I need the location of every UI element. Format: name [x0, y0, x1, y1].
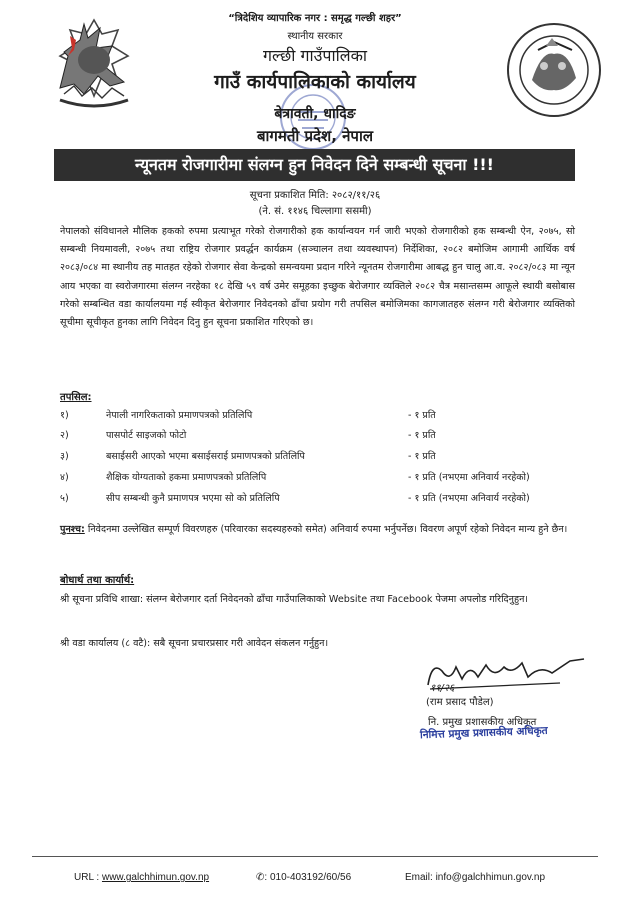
signature-date: ११/२६ — [430, 683, 455, 694]
nepal-sambat-date: (ने. सं. ११४६ चिल्लागा ससमी) — [258, 206, 372, 217]
municipality-motto: “त्रिदेशिय व्यापारिक नगर : समृद्ध गल्छी शहर” — [228, 13, 402, 24]
list-item-number: २) — [60, 430, 69, 441]
signatory-title: नि. प्रमुख प्रशासकीय अधिकृत — [428, 717, 537, 728]
municipality-name: गल्छी गाउँपालिका — [262, 46, 368, 65]
footer-url-link[interactable]: www.galchhimun.gov.np — [101, 872, 210, 883]
list-item — [60, 408, 580, 428]
list-item — [60, 428, 580, 448]
footer-phone-number: : 010-403192/60/56 — [264, 872, 352, 883]
it-section-instruction: श्री सूचना प्रविधि शाखा: संलग्न बेरोजगार दर्ता निवेदनको ढाँचा गाउँपालिकाको Website तथा Facebook पेजमा अपलोड गरिदिनुहुन। — [60, 594, 529, 605]
province-name: बागमती प्रदेश, नेपाल — [256, 127, 374, 145]
information-heading: बोधार्थ तथा कार्यार्थ: — [60, 575, 135, 586]
list-item-document: बसाईसरी आएको भएमा बसाईसराई प्रमाणपत्रको प्रतिलिपि — [106, 451, 305, 462]
list-item-number: १) — [60, 410, 69, 421]
document-list-heading: तपसिल: — [60, 392, 92, 403]
list-item-quantity: - १ प्रति — [408, 410, 436, 421]
footer-email-label: Email: — [405, 872, 436, 883]
footer-url-label: URL : — [74, 872, 102, 883]
list-item — [60, 470, 580, 490]
footer-phone — [256, 872, 351, 883]
notice-title-banner: न्यूनतम रोजगारीमा संलग्न हुन निवेदन दिने सम्बन्धी सूचना !!! — [54, 149, 575, 181]
local-government-label: स्थानीय सरकार — [287, 31, 343, 42]
footer-email-link[interactable]: info@galchhimun.gov.np — [435, 872, 546, 883]
signatory-name: (राम प्रसाद पौडेल) — [426, 697, 494, 708]
list-item-quantity: - १ प्रति (नभएमा अनिवार्य नरहेको) — [408, 493, 530, 504]
list-item-quantity: - १ प्रति — [408, 430, 436, 441]
postscript-label: पुनश्च: — [60, 524, 85, 535]
list-item-number: ३) — [60, 451, 69, 462]
footer-url — [74, 872, 209, 883]
phone-icon: ✆ — [256, 872, 265, 883]
list-item-document: शैक्षिक योग्यताको हकमा प्रमाणपत्रको प्रतिलिपि — [106, 472, 267, 483]
postscript-note — [60, 520, 575, 540]
list-item-document: सीप सम्बन्धी कुनै प्रमाणपत्र भएमा सो को प्रतिलिपि — [106, 493, 280, 504]
list-item-document: नेपाली नागरिकताको प्रमाणपत्रको प्रतिलिपि — [106, 410, 253, 421]
list-item-quantity: - १ प्रति — [408, 451, 436, 462]
published-date: सूचना प्रकाशित मिति: २०८२/११/२६ — [249, 190, 381, 201]
list-item — [60, 449, 580, 469]
list-item-document: पासपोर्ट साइजको फोटो — [106, 430, 187, 441]
footer-divider — [32, 856, 598, 857]
postscript-text: निवेदनमा उल्लेखित सम्पूर्ण विवरणहरु (परिवारका सदस्यहरुको समेत) अनिवार्य रुपमा भर्नुपर्नेछ। विवरण अपूर्ण रहेको निवेदन मान्य हुने छैन। — [87, 524, 568, 535]
list-item — [60, 491, 580, 511]
district-name: बेत्रावती, धादिङ — [274, 106, 356, 122]
list-item-number: ५) — [60, 493, 69, 504]
office-name: गाउँ कार्यपालिकाको कार्यालय — [214, 71, 416, 93]
list-item-quantity: - १ प्रति (नभएमा अनिवार्य नरहेको) — [408, 472, 530, 483]
notice-body: नेपालको संविधानले मौलिक हकको रुपमा प्रत्याभूत गरेको रोजगारीको हक कार्यान्वयन गर्न जारी भएको रोजगारीको हक सम्बन्धी ऐन, २०७५, सो सम्बन्धी नियमावली, २०७५ तथा राष्ट्रिय रोजगार प्रवर्द्धन कार्यक्रम (सञ्चालन तथा व्यवस्थापन) निर्देशिका, २०८२ बमोजिम आगामी आर्थिक वर्ष २०८३/०८४ मा स्थानीय तह मातहत रहेको रोजगार सेवा केन्द्रको समन्वयमा प्रदान गरिने न्यूनतम रोजगारीमा आबद्ध हुन चालु आ.व. २०८२/०८३ मा न्यून आय भएका वा स्वरोजगारमा संलग्न नरहेका १८ देखि ५९ वर्ष उमेर समूहका इच्छुक बेरोजगार व्यक्तिले २०८२ चैत्र मसान्तसम्म आफूले स्थायी बसोबास गरेको सम्बन्धित वडा कार्यालयमा गई स्वीकृत बेरोजगार निवेदनको ढाँचा प्रयोग गरी तपसिल बमोजिमका कागजातहरु संलग्न गरी बेरोजगार व्यक्तिको सूचीमा सूचीकृत हुनका लागि निवेदन दिनु हुन सूचना प्रकाशित गरिएको छ। — [60, 226, 575, 329]
footer-email — [405, 872, 545, 883]
list-item-number: ४) — [60, 472, 69, 483]
ward-offices-instruction: श्री वडा कार्यालय (८ वटै): सबै सूचना प्रचारप्रसार गरी आवेदन संकलन गर्नुहुन। — [60, 638, 329, 649]
officer-stamp: निमित्त प्रमुख प्रशासकीय अधिकृत — [419, 724, 548, 742]
